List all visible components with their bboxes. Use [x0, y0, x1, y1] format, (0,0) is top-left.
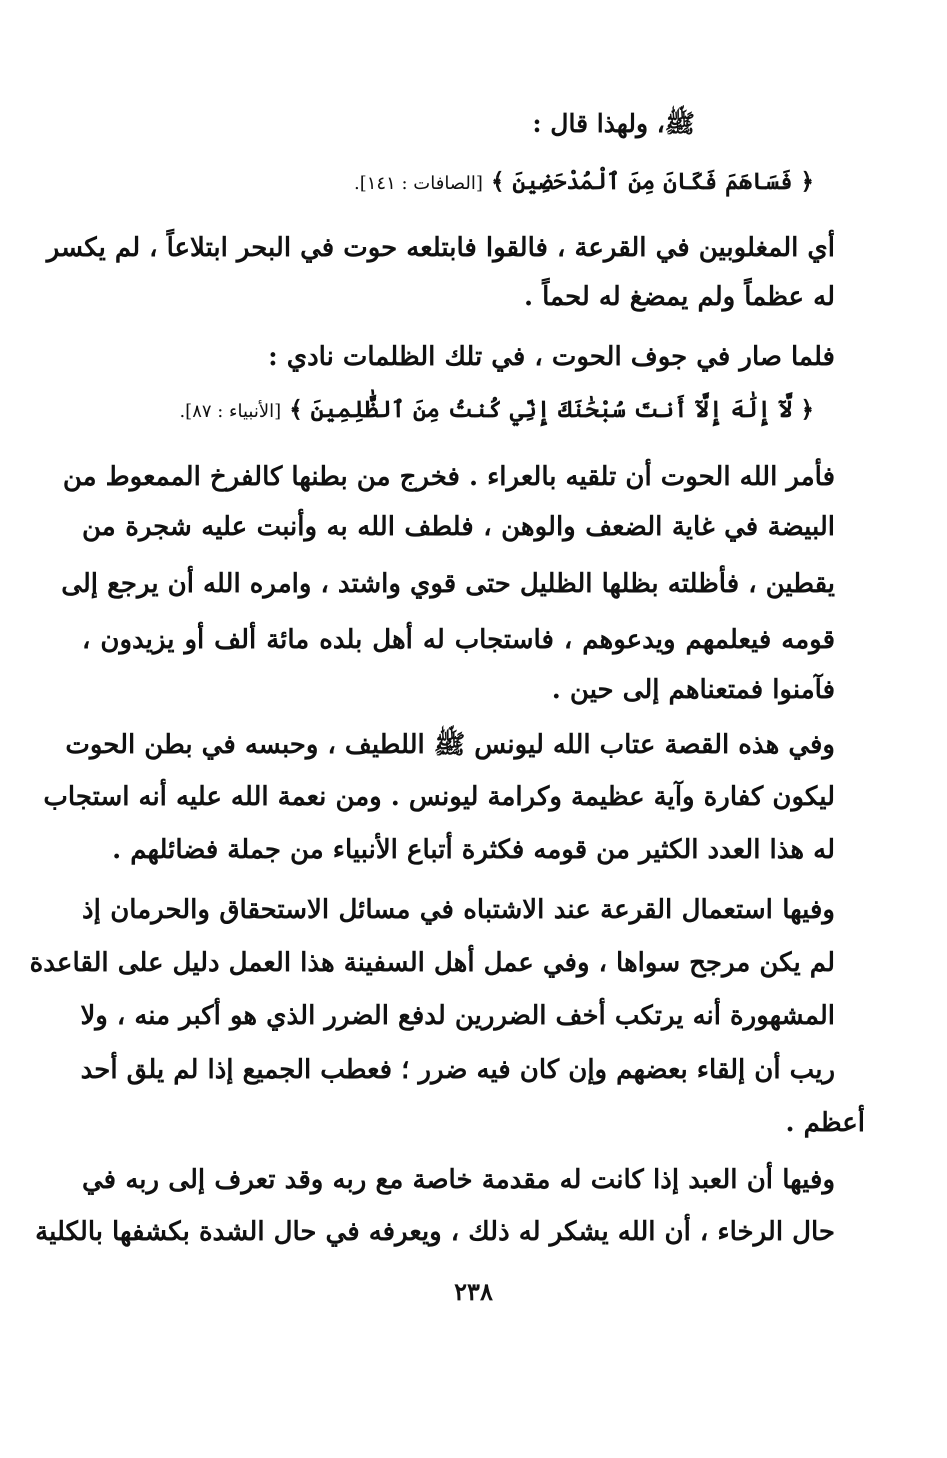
quran-verse-saffat	[354, 168, 814, 195]
paragraph-line: حال الرخاء ، أن الله يشكر له ذلك ، ويعرفه في حال الشدة بكشفها بالكلية	[35, 1217, 835, 1247]
paragraph-line: وفي هذه القصة عتاب الله ليونس ﷺ اللطيف ، وحبسه في بطن الحوت	[65, 730, 835, 760]
paragraph-line: قومه فيعلمهم ويدعوهم ، فاستجاب له أهل بلده مائة ألف أو يزيدون ،	[82, 625, 835, 655]
verse-reference: [الصافات : ١٤١].	[354, 173, 483, 194]
paragraph-line: ليكون كفارة وآية عظيمة وكرامة ليونس . ومن نعمة الله عليه أنه استجاب	[43, 782, 835, 812]
intro-line: ﷺ، ولهذا قال :	[532, 109, 695, 138]
paragraph-line: البيضة في غاية الضعف والوهن ، فلطف الله به وأنبت عليه شجرة من	[82, 512, 835, 542]
paragraph-line: له هذا العدد الكثير من قومه فكثرة أتباع الأنبياء من جملة فضائلهم .	[112, 835, 835, 865]
paragraph-line: وفيها أن العبد إذا كانت له مقدمة خاصة مع ربه وقد تعرف إلى ربه في	[82, 1165, 835, 1195]
paragraph-line: أعظم .	[785, 1108, 865, 1138]
paragraph-line: يقطين ، فأظلته بظلها الظليل حتى قوي واشتد ، وامره الله أن يرجع إلى	[61, 569, 835, 599]
paragraph-line: لم يكن مرجح سواها ، وفي عمل أهل السفينة هذا العمل دليل على القاعدة	[29, 948, 835, 978]
paragraph-line: ريب أن إلقاء بعضهم وإن كان فيه ضرر ؛ فعطب الجميع إذا لم يلق أحد	[80, 1055, 835, 1085]
verse-text: ﴿ لَّآ إِلَٰهَ إِلَّآ أَنتَ سُبْحَٰنَكَ إِنِّي كُنتُ مِنَ ٱلظَّٰلِمِينَ ﴾	[289, 396, 814, 423]
paragraph-line: المشهورة أنه يرتكب أخف الضررين لدفع الضرر الذي هو أكبر منه ، ولا	[80, 1001, 835, 1031]
paragraph-line: فلما صار في جوف الحوت ، في تلك الظلمات نادي :	[268, 342, 835, 372]
paragraph-line: وفيها استعمال القرعة عند الاشتباه في مسائل الاستحقاق والحرمان إذ	[82, 895, 835, 925]
quran-verse-anbiya	[179, 396, 814, 423]
verse-text: ﴿ فَسَاهَمَ فَكَانَ مِنَ ٱلْمُدْحَضِينَ ﴾	[490, 168, 814, 195]
verse-reference: [الأنبياء : ٨٧].	[179, 401, 282, 422]
paragraph-line: فآمنوا فمتعناهم إلى حين .	[551, 675, 835, 705]
paragraph-line: فأمر الله الحوت أن تلقيه بالعراء . فخرج من بطنها كالفرخ الممعوط من	[62, 462, 835, 492]
paragraph-line: أي المغلوبين في القرعة ، فالقوا فابتلعه حوت في البحر ابتلاعاً ، لم يكسر	[46, 233, 835, 263]
paragraph-line: له عظماً ولم يمضغ له لحماً .	[524, 282, 835, 312]
page-number: ٢٣٨	[454, 1277, 493, 1306]
